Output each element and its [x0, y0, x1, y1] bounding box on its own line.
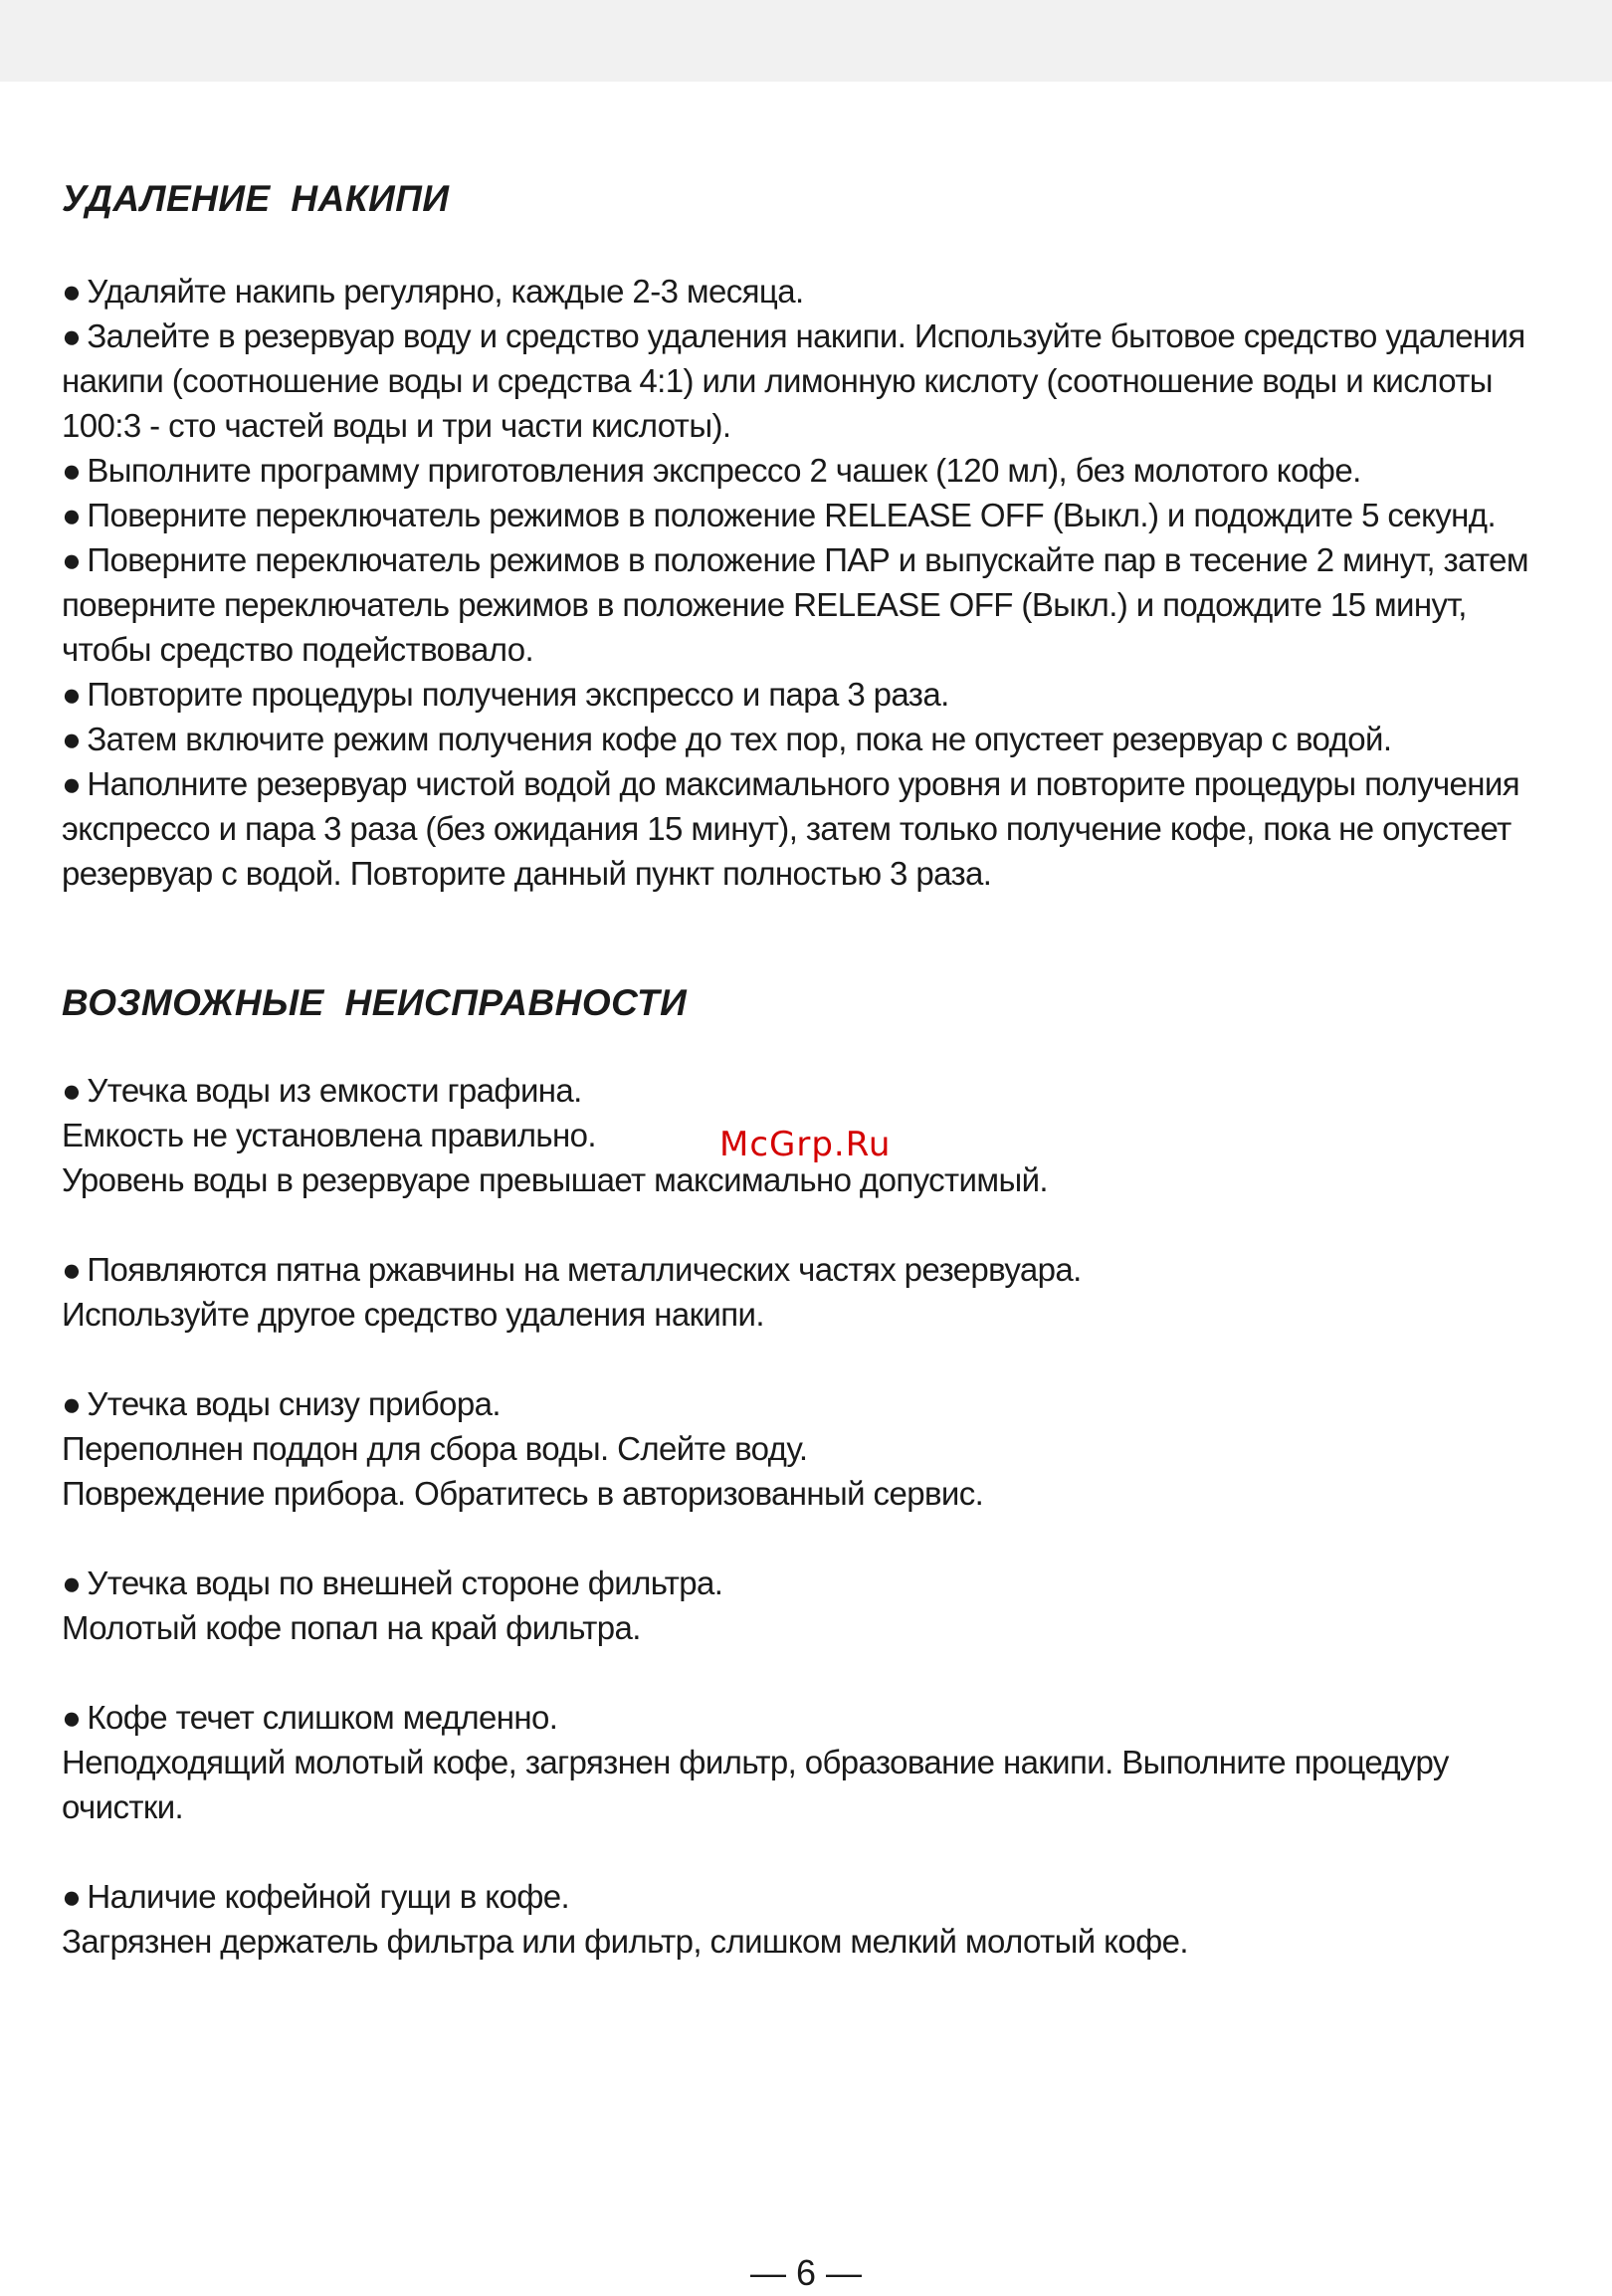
bullet-icon: ●: [62, 721, 82, 757]
list-item-text: Удаляйте накипь регулярно, каждые 2-3 месяца.: [87, 273, 804, 310]
fault-block: [62, 1561, 1564, 1650]
list-item: [62, 493, 1564, 537]
troubleshooting-list: [62, 1068, 1564, 1964]
fault-cause: Повреждение прибора. Обратитесь в авторизованный сервис.: [62, 1475, 984, 1512]
fault-problem: [62, 1068, 1564, 1113]
fault-block: [62, 1695, 1564, 1829]
page-number: — 6 —: [749, 2252, 863, 2293]
list-item: [62, 448, 1564, 493]
section-title-decalcification: УДАЛЕНИЕ НАКИПИ: [62, 178, 450, 219]
list-item-text: Повторите процедуры получения экспрессо и пара 3 раза.: [87, 676, 949, 713]
fault-problem: [62, 1381, 1564, 1426]
list-item: [62, 313, 1564, 448]
bullet-icon: ●: [62, 1699, 82, 1736]
section-title-troubleshooting: ВОЗМОЖНЫЕ НЕИСПРАВНОСТИ: [62, 982, 688, 1023]
bullet-icon: ●: [62, 1251, 82, 1288]
fault-cause: Загрязнен держатель фильтра или фильтр, слишком мелкий молотый кофе.: [62, 1923, 1188, 1960]
fault-problem-text: Утечка воды по внешней стороне фильтра.: [87, 1565, 723, 1601]
fault-cause: Емкость не установлена правильно.: [62, 1117, 596, 1153]
bullet-icon: ●: [62, 497, 82, 533]
fault-cause: Переполнен поддон для сбора воды. Слейте воду.: [62, 1430, 808, 1467]
bullet-icon: ●: [62, 273, 82, 310]
bullet-icon: ●: [62, 676, 82, 713]
list-item-text: Затем включите режим получения кофе до тех пор, пока не опустеет резервуар с водой.: [87, 721, 1392, 757]
bullet-icon: ●: [62, 452, 82, 489]
top-band: [0, 0, 1612, 82]
list-item-text: Выполните программу приготовления экспрессо 2 чашек (120 мл), без молотого кофе.: [87, 452, 1361, 489]
fault-problem: [62, 1695, 1564, 1740]
fault-problem: [62, 1561, 1564, 1605]
bullet-icon: ●: [62, 317, 82, 354]
fault-block: [62, 1874, 1564, 1964]
decalcification-list: [62, 269, 1564, 896]
fault-problem: [62, 1874, 1564, 1919]
fault-cause: Неподходящий молотый кофе, загрязнен фильтр, образование накипи. Выполните процедуру очистки.: [62, 1744, 1449, 1825]
fault-cause: Молотый кофе попал на край фильтра.: [62, 1609, 641, 1646]
fault-problem-text: Утечка воды снизу прибора.: [87, 1385, 501, 1422]
list-item-text: Залейте в резервуар воду и средство удаления накипи. Используйте бытовое средство удаления накипи (соотношение воды и средства 4:1) или лимонную кислоту (соотношение воды и кислоты 100:3 - сто частей воды и три части кислоты).: [62, 317, 1525, 444]
fault-block: [62, 1247, 1564, 1337]
fault-cause: Используйте другое средство удаления накипи.: [62, 1296, 764, 1333]
list-item: [62, 269, 1564, 313]
list-item: [62, 717, 1564, 761]
fault-cause: Уровень воды в резервуаре превышает максимально допустимый.: [62, 1161, 1049, 1198]
bullet-icon: ●: [62, 1878, 82, 1915]
page-content: [62, 169, 1564, 1964]
list-item-text: Поверните переключатель режимов в положение ПАР и выпускайте пар в тесение 2 минут, затем поверните переключатель режимов в положение RELEASE OFF (Выкл.) и подождите 15 минут, чтобы средство подействовало.: [62, 541, 1529, 668]
fault-problem-text: Наличие кофейной гущи в кофе.: [87, 1878, 570, 1915]
list-item: [62, 672, 1564, 717]
fault-problem: [62, 1247, 1564, 1292]
list-item-text: Поверните переключатель режимов в положение RELEASE OFF (Выкл.) и подождите 5 секунд.: [87, 497, 1497, 533]
bullet-icon: ●: [62, 1565, 82, 1601]
watermark: McGrp.Ru: [719, 1125, 892, 1164]
fault-problem-text: Утечка воды из емкости графина.: [87, 1072, 582, 1109]
bullet-icon: ●: [62, 1385, 82, 1422]
list-item: [62, 761, 1564, 896]
bullet-icon: ●: [62, 541, 82, 578]
bullet-icon: ●: [62, 765, 82, 802]
bullet-icon: ●: [62, 1072, 82, 1109]
list-item-text: Наполните резервуар чистой водой до максимального уровня и повторите процедуры получения экспрессо и пара 3 раза (без ожидания 15 минут), затем только получение кофе, пока не опустеет резервуар с водой. Повторите данный пункт полностью 3 раза.: [62, 765, 1520, 892]
fault-problem-text: Появляются пятна ржавчины на металлических частях резервуара.: [87, 1251, 1082, 1288]
list-item: [62, 537, 1564, 672]
fault-block: [62, 1381, 1564, 1516]
fault-problem-text: Кофе течет слишком медленно.: [87, 1699, 558, 1736]
